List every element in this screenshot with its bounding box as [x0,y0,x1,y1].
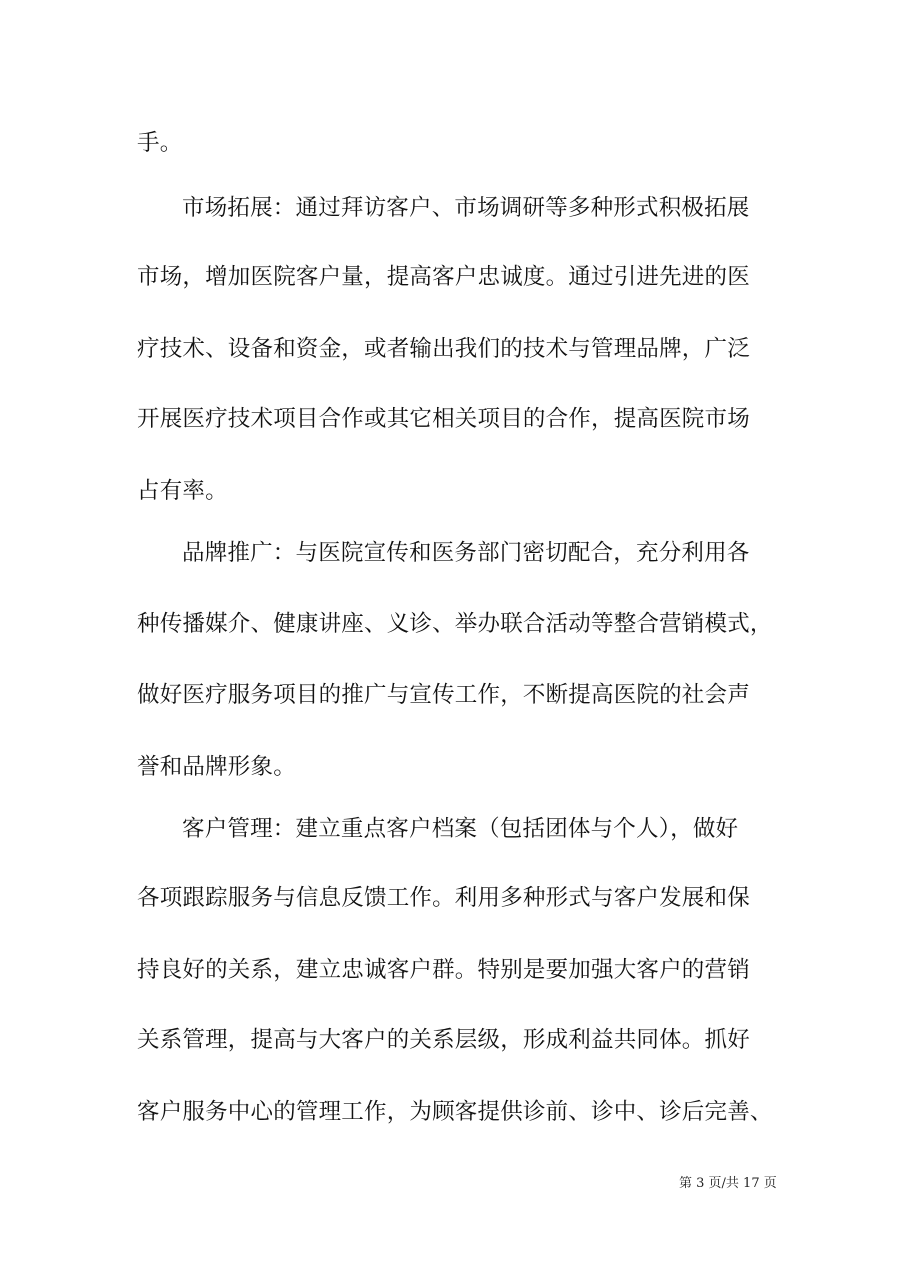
text-line: 开展医疗技术项目合作或其它相关项目的合作，提高医院市场 [137,406,750,432]
text-line: 关系管理，提高与大客户的关系层级，形成利益共同体。抓好 [137,1027,750,1053]
text-line: 客户服务中心的管理工作，为顾客提供诊前、诊中、诊后完善、 [137,1099,773,1125]
paragraph-market-expansion: 市场拓展：通过拜访客户、市场调研等多种形式积极拓展 [182,195,750,221]
paragraph-customer-management: 客户管理：建立重点客户档案（包括团体与个人），做好 [182,816,739,842]
text-line: 种传播媒介、健康讲座、义诊、举办联合活动等整合营销模式， [137,611,773,637]
text-line: 誉和品牌形象。 [137,754,296,780]
text-line: 做好医疗服务项目的推广与宣传工作，不断提高医院的社会声 [137,682,750,708]
page-number: 第 3 页/共 17 页 [679,1176,777,1191]
text-line: 占有率。 [137,478,228,504]
paragraph-brand-promotion: 品牌推广：与医院宣传和医务部门密切配合，充分利用各 [182,540,750,566]
text-line: 手。 [137,130,183,156]
text-line: 持良好的关系，建立忠诚客户群。特别是要加强大客户的营销 [137,957,750,983]
text-line: 各项跟踪服务与信息反馈工作。利用多种形式与客户发展和保 [137,885,750,911]
text-line: 疗技术、设备和资金，或者输出我们的技术与管理品牌，广泛 [137,336,750,362]
text-line: 市场，增加医院客户量，提高客户忠诚度。通过引进先进的医 [137,264,750,290]
